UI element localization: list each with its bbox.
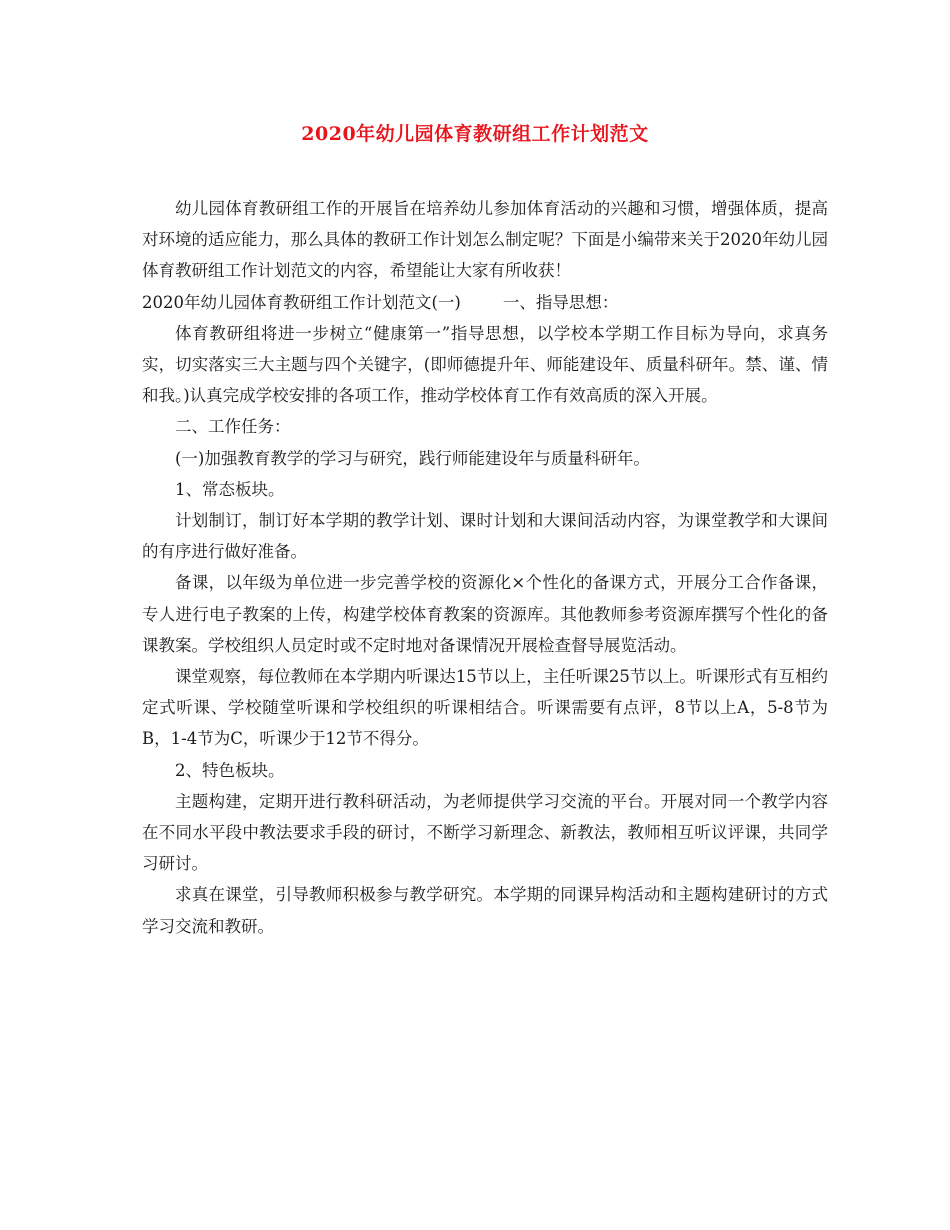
intro-paragraph: 幼儿园体育教研组工作的开展旨在培养幼儿参加体育活动的兴趣和习惯，增强体质，提高对环境的适应能力，那么具体的教研工作计划怎么制定呢？下面是小编带来关于2020年幼儿园体育教研组工作计划范文的内容，希望能让大家有所收获！ xyxy=(142,199,828,281)
document-title: 2020年幼儿园体育教研组工作计划范文 xyxy=(301,123,649,145)
heading-guiding-thought: 一、指导思想： xyxy=(502,292,619,312)
classroom-observation-paragraph: 课堂观察，每位教师在本学期内听课达15节以上，主任听课25节以上。听课形式有互相约定式听课、学校随堂听课和学校组织的听课相结合。听课需要有点评，8节以上A，5-8节为B，1-4节为C，听课少于12节不得分。 xyxy=(142,667,828,749)
plan-paragraph: 计划制订，制订好本学期的教学计划、课时计划和大课间活动内容，为课堂教学和大课间的有序进行做好准备。 xyxy=(142,511,828,562)
heading-regular-block: 1、常态板块。 xyxy=(175,479,285,499)
truth-in-class-paragraph: 求真在课堂，引导教师积极参与教学研究。本学期的同课异构活动和主题构建研讨的方式学习交流和教研。 xyxy=(142,885,828,936)
theme-construction-paragraph: 主题构建，定期开进行教科研活动，为老师提供学习交流的平台。开展对同一个教学内容在不同水平段中教法要求手段的研讨，不断学习新理念、新教法，教师相互听议评课，共同学习研讨。 xyxy=(142,791,828,874)
subtitle-line xyxy=(142,287,828,318)
guiding-thought-paragraph: 体育教研组将进一步树立“健康第一”指导思想，以学校本学期工作目标为导向，求真务实，切实落实三大主题与四个关键字，(即师德提升年、师能建设年、质量科研年。禁、谨、情和我。)认真完成学校安排的各项工作，推动学校体育工作有效高质的深入开展。 xyxy=(142,323,828,406)
document-body xyxy=(142,193,828,942)
heading-task-1: (一)加强教育教学的学习与研究，践行师能建设年与质量科研年。 xyxy=(175,448,650,468)
lesson-prep-paragraph: 备课，以年级为单位进一步完善学校的资源化×个性化的备课方式，开展分工合作备课，专人进行电子教案的上传，构建学校体育教案的资源库。其他教师参考资源库撰写个性化的备课教案。学校组织人员定时或不定时地对备课情况开展检查督导展览活动。 xyxy=(142,573,828,655)
subtitle-text: 2020年幼儿园体育教研组工作计划范文(一) xyxy=(142,292,461,312)
heading-work-tasks: 二、工作任务： xyxy=(175,417,291,437)
heading-feature-block: 2、特色板块。 xyxy=(175,760,285,780)
